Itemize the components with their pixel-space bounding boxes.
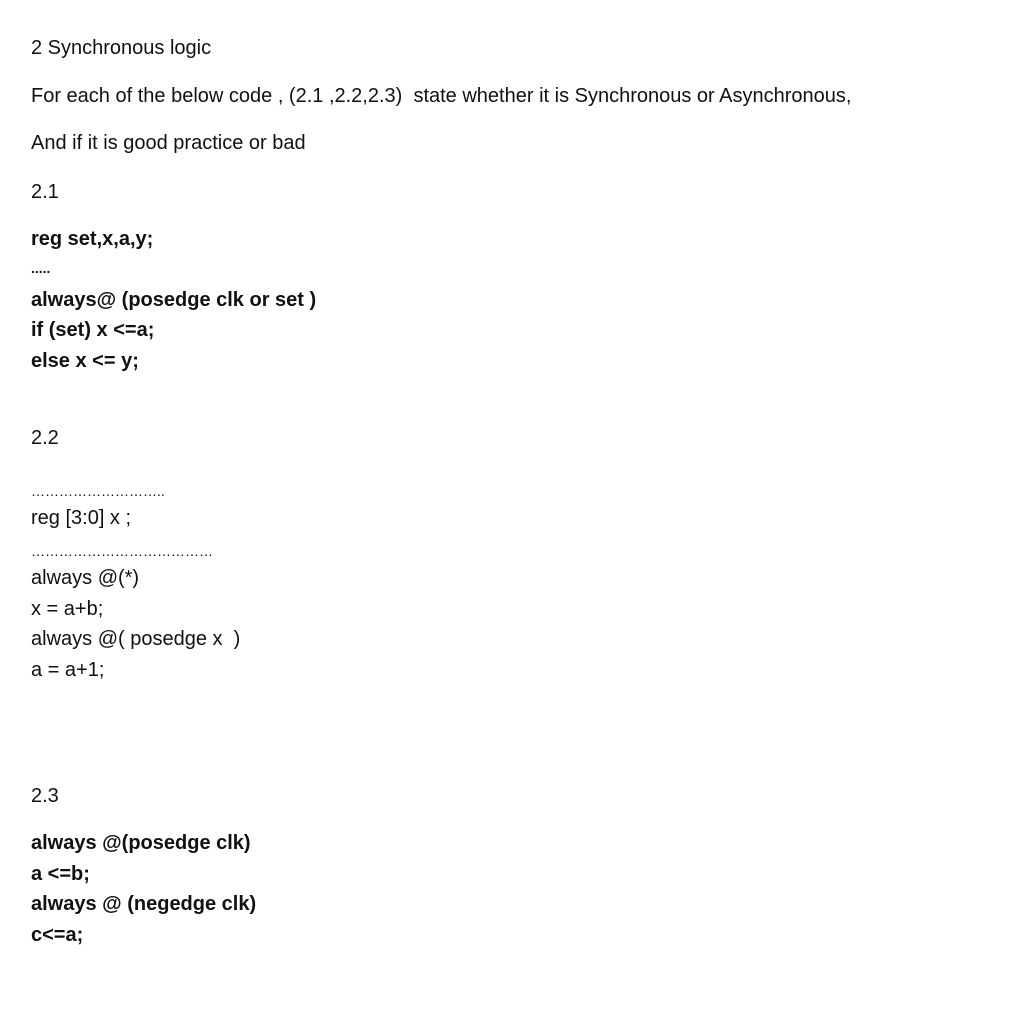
instruction-text: For each of the below code , (2.1 ,2.2,2.3) state whether it is Synchronous or Asynchronous, [31,85,852,107]
code-line: else x <= y; [31,350,139,372]
code-line: c<=a; [31,924,84,946]
code-line: always @(posedge clk) [31,832,251,854]
code-ellipsis: ……………………….. [31,483,165,499]
code-line: a = a+1; [31,659,105,681]
instruction-text-2: And if it is good practice or bad [31,132,306,154]
code-ellipsis: ………………………………… [31,543,213,559]
code-line: if (set) x <=a; [31,319,155,341]
code-line: x = a+b; [31,598,104,620]
code-line: always @( posedge x ) [31,628,241,650]
code-ellipsis: ..... [31,260,51,276]
code-line: reg set,x,a,y; [31,228,154,250]
section-heading: 2 Synchronous logic [31,37,212,59]
question-label-2-2: 2.2 [31,427,59,449]
code-line: always @ (negedge clk) [31,893,257,915]
question-label-2-1: 2.1 [31,181,59,203]
code-line: always@ (posedge clk or set ) [31,289,317,311]
code-line: always @(*) [31,567,140,589]
question-label-2-3: 2.3 [31,785,59,807]
code-line: a <=b; [31,863,90,885]
code-line: reg [3:0] x ; [31,507,132,529]
